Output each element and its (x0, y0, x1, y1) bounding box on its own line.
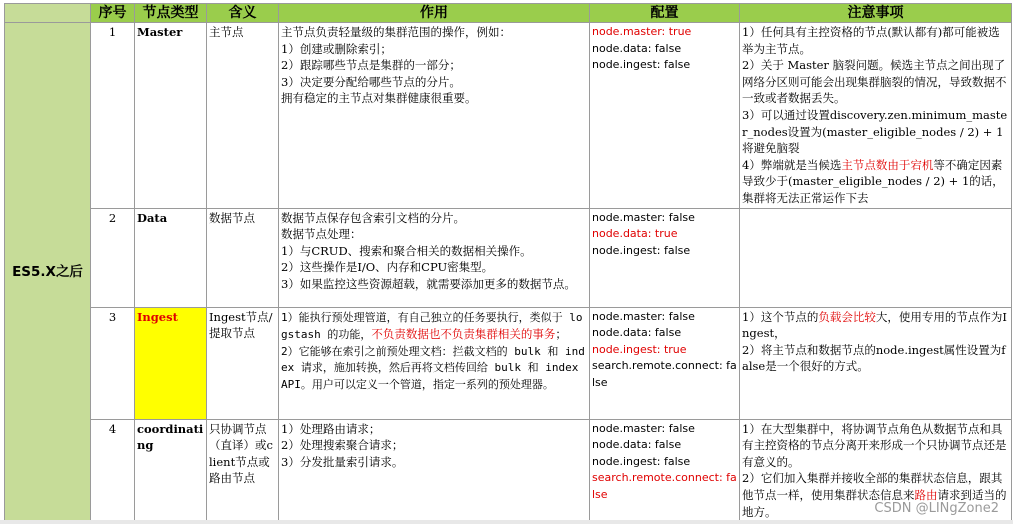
notes-segment: 请求到适当的地方。 (742, 487, 1007, 519)
config-line: node.master: true (592, 25, 692, 38)
row-function (279, 307, 590, 419)
row-notes (740, 23, 1012, 209)
notes-line: 1）在大型集群中，将协调节点角色从数据节点和具有主控资格的节点分离开来形成一个只协调节点还是有意义的。 (742, 421, 1007, 469)
row-seq: 1 (91, 23, 135, 209)
row-function (279, 419, 590, 523)
row-config (590, 419, 740, 523)
notes-line: 1）任何具有主控资格的节点(默认都有)都可能被选举为主节点。 (742, 25, 1000, 56)
function-line: 1）创建或删除索引； (281, 41, 392, 56)
config-line: search.remote.connect: false (592, 359, 737, 389)
header-node-type: 节点类型 (135, 4, 207, 23)
table-row (5, 208, 1012, 307)
notes-segment: 2）它们加入集群并接收全部的集群状态信息，跟其他节点一样，使用集群状态信息来 (742, 471, 1003, 502)
header-config: 配置 (590, 4, 740, 23)
function-line: 拥有稳定的主节点对集群健康很重要。 (281, 91, 477, 106)
function-line: 1）与CRUD、搜索和聚合相关的数据相关操作。 (281, 243, 532, 258)
row-config (590, 208, 740, 307)
config-line: node.master: false (592, 309, 695, 323)
row-type: Master (135, 23, 207, 209)
header-seq: 序号 (91, 4, 135, 23)
config-line: node.master: false (592, 210, 695, 224)
notes-segment: 1）这个节点的 (742, 309, 819, 324)
config-line: node.ingest: false (592, 58, 691, 72)
function-line: 数据节点处理： (281, 227, 362, 242)
row-meaning: 数据节点 (207, 208, 279, 307)
table-row (5, 23, 1012, 209)
function-line: 3）分发批量索引请求。 (281, 454, 404, 469)
function-line: 主节点负责轻量级的集群范围的操作，例如： (281, 25, 511, 39)
config-line: node.data: false (592, 41, 682, 55)
table-row (5, 307, 1012, 419)
row-meaning: 主节点 (207, 23, 279, 209)
era-cell: ES5.X之后 (5, 23, 91, 524)
header-row (5, 4, 1012, 23)
function-segment: ； (555, 327, 567, 342)
config-line: node.ingest: false (592, 243, 691, 257)
config-line: search.remote.connect: false (592, 471, 737, 501)
notes-segment: 4）弊端就是当候选 (742, 157, 842, 172)
function-line: 3）决定要分配给哪些节点的分片。 (281, 74, 461, 89)
row-seq: 3 (91, 307, 135, 419)
es-node-types-table (4, 3, 1012, 524)
function-line: 1）处理路由请求； (281, 421, 381, 436)
row-type: Ingest (135, 307, 207, 419)
notes-line: 2）将主节点和数据节点的node.ingest属性设置为false是一个很好的方式。 (742, 342, 1006, 374)
row-seq: 4 (91, 419, 135, 523)
function-line: 3）如果监控这些资源超载，就需要添加更多的数据节点。 (281, 276, 576, 291)
config-line: node.ingest: false (592, 454, 691, 468)
function-line: 2）这些操作是I/O、内存和CPU密集型。 (281, 260, 494, 275)
header-corner (5, 4, 91, 23)
notes-line: 2）关于 Master 脑裂问题。候选主节点之间出现了网络分区则可能会出现集群脑裂的情况，导致数据不一致或者数据丢失。 (742, 58, 1007, 106)
function-line: 2）跟踪哪些节点是集群的一部分； (281, 58, 461, 73)
function-line: 2）它能够在索引之前预处理文档：拦截文档的 bulk 和 index 请求，施加转换，然后再将文档传回给 bulk 和 index API。用户可以定义一个管道，指定一系列的预处理器。 (281, 344, 585, 391)
row-seq: 2 (91, 208, 135, 307)
notes-highlight: 主节点数由于宕机 (841, 157, 934, 172)
header-meaning: 含义 (207, 4, 279, 23)
header-function: 作用 (279, 4, 590, 23)
row-meaning: Ingest节点/提取节点 (207, 307, 279, 419)
table-row (5, 419, 1012, 523)
config-line: node.data: false (592, 438, 682, 452)
config-line: node.master: false (592, 421, 695, 435)
config-line: node.data: false (592, 326, 682, 340)
config-line: node.ingest: true (592, 342, 687, 356)
notes-line: 3）可以通过设置discovery.zen.minimum_master_nodes设置为(master_eligible_nodes / 2) + 1将避免脑裂 (742, 107, 1008, 156)
function-line: 数据节点保存包含索引文档的分片。 (281, 210, 465, 225)
function-highlight: 不负责数据也不负责集群相关的事务 (371, 327, 556, 342)
watermark: CSDN @LINgZone2 (874, 501, 999, 516)
row-meaning: 只协调节点（直译）或client节点或路由节点 (207, 419, 279, 523)
row-config (590, 307, 740, 419)
row-config (590, 23, 740, 209)
function-line: 2）处理搜索聚合请求； (281, 438, 404, 453)
row-function (279, 208, 590, 307)
row-notes (740, 208, 1012, 307)
config-line: node.data: true (592, 227, 678, 241)
row-notes (740, 307, 1012, 419)
header-notes: 注意事项 (740, 4, 1012, 23)
notes-segment: 大，使用专用的节点作为Ingest， (742, 309, 1007, 341)
function-segment: 1）能执行预处理管道，有自己独立的任务要执行，类似于 logstash 的功能， (281, 310, 583, 342)
row-type: coordinating (135, 419, 207, 523)
notes-highlight: 负载会比较 (818, 309, 876, 324)
notes-highlight: 路由 (914, 487, 938, 502)
sheet-bottom-edge (0, 520, 1013, 524)
row-function (279, 23, 590, 209)
row-type: Data (135, 208, 207, 307)
notes-segment: 等不确定因素导致少于(master_eligible_nodes / 2) + 1的话，集群将无法正常运作下去 (742, 157, 1004, 205)
